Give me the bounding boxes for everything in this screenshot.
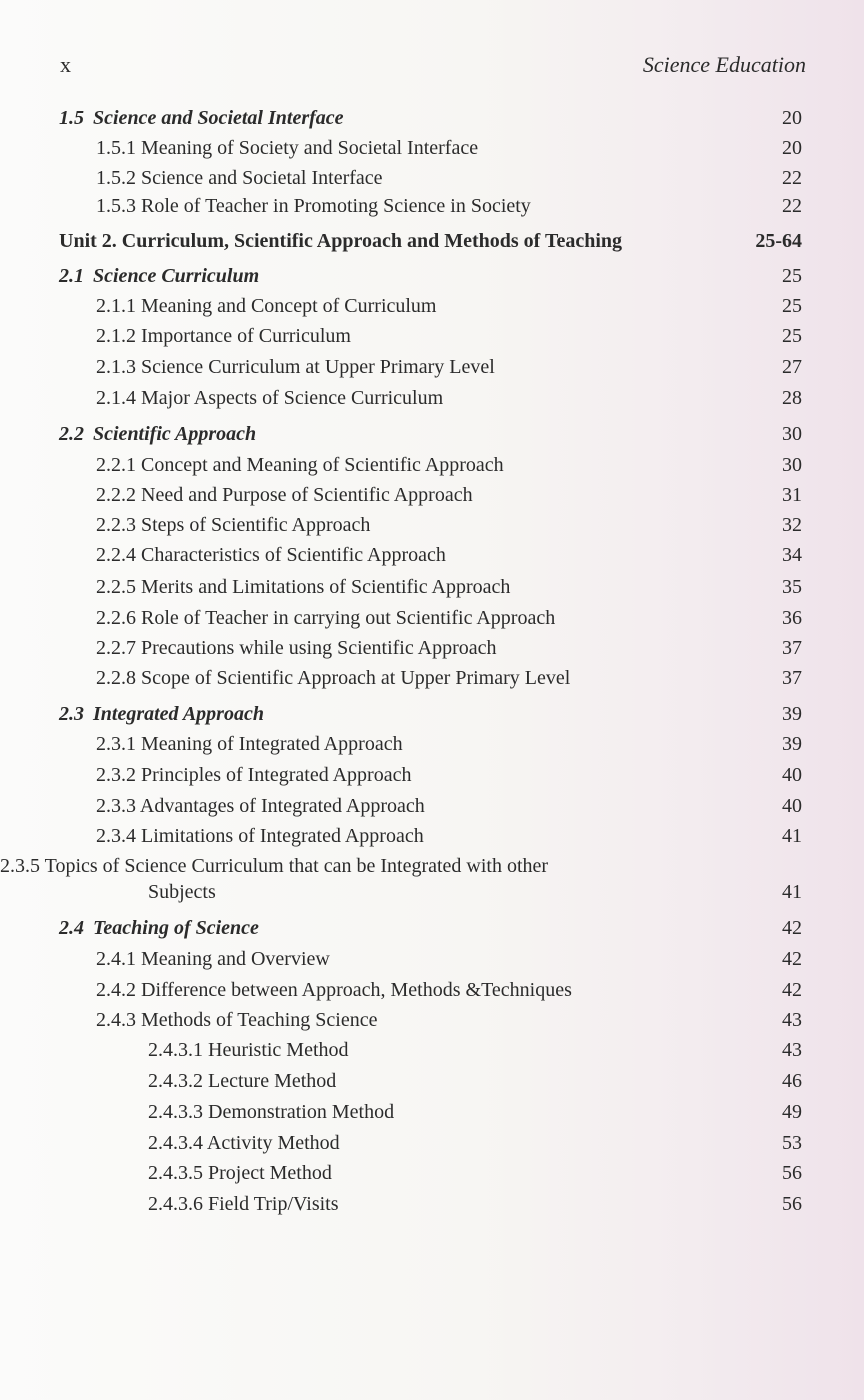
toc-page-number: 25 [782,265,802,287]
toc-section-heading [0,419,864,449]
toc-page-number: 39 [782,703,802,725]
toc-entry-title: 2.2.4 Characteristics of Scientific Approach [96,544,446,566]
page-number: x [60,52,71,77]
toc-entry-title: 2.2.7 Precautions while using Scientific Approach [96,637,497,659]
toc-entry [0,1128,864,1158]
toc-entry-title: 2.3.1 Meaning of Integrated Approach [96,733,403,755]
toc-entry-title: 2.4 Teaching of Science [59,917,259,939]
toc-page-number: 37 [782,637,802,659]
toc-page-number: 41 [782,881,802,903]
toc-page-number: 43 [782,1039,802,1061]
toc-entry [0,450,864,480]
toc-page-number: 40 [782,764,802,786]
running-title: Science Education [642,52,806,77]
toc-page-number: 42 [782,917,802,939]
toc-entry [0,603,864,633]
toc-entry [0,572,864,602]
toc-entry [0,1189,864,1219]
toc-entry-title: 2.2.3 Steps of Scientific Approach [96,514,371,536]
toc-entry-title: 1.5.3 Role of Teacher in Promoting Science in Society [96,195,531,217]
toc-page-number: 27 [782,356,802,378]
toc-section-heading [0,261,864,291]
toc-entry [0,1097,864,1127]
toc-page-number: 34 [782,544,802,566]
toc-page-number: 43 [782,1009,802,1031]
toc-entry-title: 2.4.3.2 Lecture Method [148,1070,337,1092]
toc-entry-title: 2.4.3.4 Activity Method [148,1132,340,1154]
toc-entry [0,821,864,851]
toc-entry [0,944,864,974]
toc-page-number: 42 [782,948,802,970]
toc-entry [0,1158,864,1188]
toc-page-number: 41 [782,825,802,847]
toc-entry [0,540,864,570]
toc-entry [0,510,864,540]
toc-entry-title-continued: Subjects [148,881,216,903]
toc-entry-title: 2.4.3 Methods of Teaching Science [96,1009,378,1031]
toc-page-number: 30 [782,423,802,445]
toc-entry-title: 2.4.2 Difference between Approach, Methods &Techniques [96,979,572,1001]
toc-entry-title: 1.5.2 Science and Societal Interface [96,167,383,189]
toc-entry [0,729,864,759]
toc-page-number: 20 [782,107,802,129]
toc-entry-title: 2.1.1 Meaning and Concept of Curriculum [96,295,437,317]
toc-entry [0,352,864,382]
toc-entry [0,133,864,163]
toc-page-number: 25 [782,325,802,347]
toc-entry-title: 2.4.3.6 Field Trip/Visits [148,1193,339,1215]
toc-page-number: 53 [782,1132,802,1154]
toc-section-heading [0,913,864,943]
toc-page-number: 49 [782,1101,802,1123]
toc-entry-title: 2.1.3 Science Curriculum at Upper Primary Level [96,356,495,378]
toc-page-number: 40 [782,795,802,817]
toc-page-number: 28 [782,387,802,409]
toc-entry [0,663,864,693]
toc-entry [0,321,864,351]
toc-page-number: 37 [782,667,802,689]
toc-page-number: 32 [782,514,802,536]
toc-entry-title: 2.4.3.5 Project Method [148,1162,332,1184]
toc-page-number: 35 [782,576,802,598]
toc-entry-title: 2.2.2 Need and Purpose of Scientific Approach [96,484,473,506]
toc-entry [0,163,864,193]
toc-entry-title: 2.2.8 Scope of Scientific Approach at Upper Primary Level [96,667,571,689]
toc-page-number: 36 [782,607,802,629]
toc-entry [0,851,864,903]
toc-entry [0,791,864,821]
toc-entry-title: 2.2.1 Concept and Meaning of Scientific Approach [96,454,504,476]
toc-entry [0,480,864,510]
toc-entry-title: 2.4.1 Meaning and Overview [96,948,330,970]
toc-entry [0,291,864,321]
toc-entry [0,1005,864,1035]
toc-entry [0,1066,864,1096]
toc-entry [0,383,864,413]
toc-entry-title: 1.5.1 Meaning of Society and Societal Interface [96,137,479,159]
toc-entry [0,1035,864,1065]
toc-entry-title: 2.3.2 Principles of Integrated Approach [96,764,412,786]
toc-entry [0,191,864,221]
toc-entry [0,760,864,790]
toc-entry-title: 2.1.2 Importance of Curriculum [96,325,351,347]
toc-page-number: 20 [782,137,802,159]
toc-entry-title: 2.1 Science Curriculum [59,265,260,287]
toc-unit-heading [0,226,864,256]
toc-entry-title: 2.3.3 Advantages of Integrated Approach [96,795,425,817]
toc-page-number: 31 [782,484,802,506]
toc-entry-title: 2.4.3.3 Demonstration Method [148,1101,395,1123]
toc-entry-title: Unit 2. Curriculum, Scientific Approach and Methods of Teaching [59,230,623,252]
toc-entry [0,975,864,1005]
toc-page-number: 22 [782,167,802,189]
toc-section-heading [0,103,864,133]
toc-section-heading [0,699,864,729]
toc-entry-title: 2.3 Integrated Approach [59,703,264,725]
toc-entry-title: 2.2.6 Role of Teacher in carrying out Scientific Approach [96,607,556,629]
toc-entry-title: 2.3.4 Limitations of Integrated Approach [96,825,424,847]
toc-page-number: 56 [782,1162,802,1184]
toc-page-number: 30 [782,454,802,476]
toc-entry-title: 2.1.4 Major Aspects of Science Curriculum [96,387,444,409]
toc-entry-title: 2.3.5 Topics of Science Curriculum that can be Integrated with other [0,855,549,877]
toc-page-number: 22 [782,195,802,217]
toc-page-number: 25-64 [755,230,802,252]
toc-page-number: 25 [782,295,802,317]
toc-page-number: 56 [782,1193,802,1215]
toc-entry-title: 1.5 Science and Societal Interface [59,107,344,129]
toc-page-number: 39 [782,733,802,755]
toc-page-number: 46 [782,1070,802,1092]
toc-entry-title: 2.4.3.1 Heuristic Method [148,1039,349,1061]
toc-entry-title: 2.2.5 Merits and Limitations of Scientific Approach [96,576,511,598]
toc-entry-title: 2.2 Scientific Approach [59,423,257,445]
toc-page-number: 42 [782,979,802,1001]
toc-entry [0,633,864,663]
